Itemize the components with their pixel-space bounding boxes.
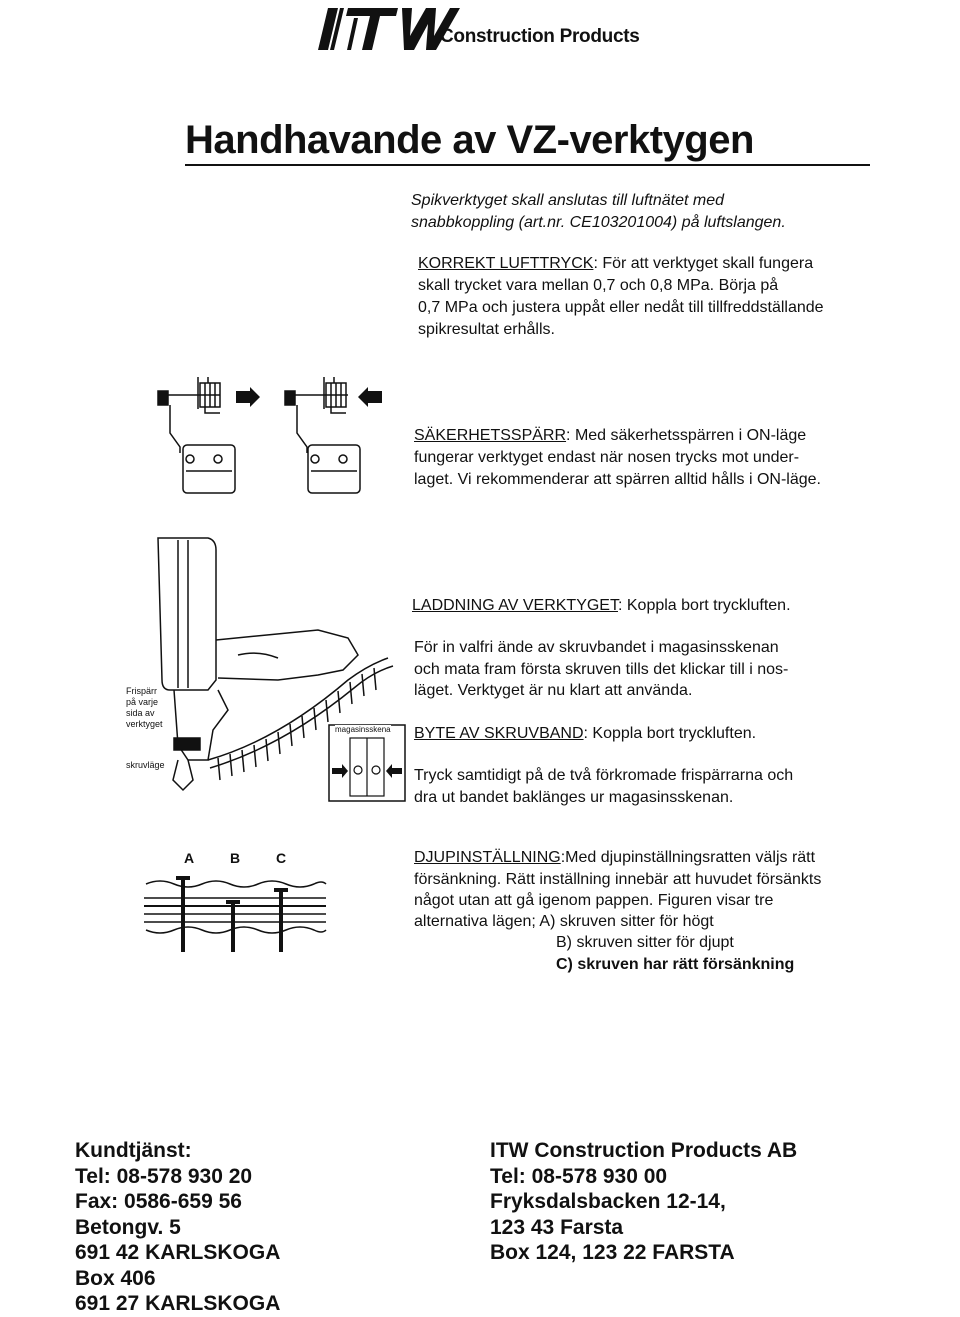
loading-para-line-2: och mata fram första skruven tills det klickar till i nos- (414, 661, 789, 678)
depth-line-1 (414, 847, 815, 869)
brand-text: Construction Products (440, 26, 640, 47)
change-line-1-rest: : Koppla bort tryckluften. (583, 725, 757, 742)
footer-left-line: Kundtjänst: (75, 1139, 192, 1162)
intro-line-2: snabbkoppling (art.nr. CE103201004) på luftslangen. (411, 214, 786, 231)
safety-heading: SÄKERHETSSPÄRR (414, 427, 567, 444)
change-para-line-1: Tryck samtidigt på de två förkromade frispärrarna och (414, 767, 794, 784)
pressure-line-1-rest: : För att verktyget skall fungera (593, 255, 814, 272)
depth-line-4: alternativa lägen; A) skruven sitter för högt (414, 913, 714, 930)
frisparr-label-line-4: verktyget (126, 719, 163, 729)
depth-label-c: C (276, 850, 287, 866)
safety-lock-illustration (150, 375, 390, 505)
magazine-inset-illustration (328, 724, 406, 802)
pressure-line-4: spikresultat erhålls. (418, 321, 555, 338)
safety-line-1-rest: : Med säkerhetsspärren i ON-läge (566, 427, 807, 444)
frisparr-label-line-2: på varje (126, 697, 159, 707)
intro-line-1: Spikverktyget skall anslutas till luftnätet med (411, 192, 725, 209)
frisparr-label-line-1: Frispärr (126, 686, 157, 696)
loading-line-1 (412, 595, 791, 617)
safety-line-3: laget. Vi rekommenderar att spärren alltid hålls i ON-läge. (414, 471, 821, 488)
frisparr-label (126, 686, 163, 730)
pressure-line-3: 0,7 MPa och justera uppåt eller nedåt till tillfreddställande (418, 299, 824, 316)
footer-left-line: 691 27 KARLSKOGA (75, 1292, 281, 1315)
footer-left-line: Box 406 (75, 1266, 156, 1290)
magasinsskena-label: magasinsskena (335, 725, 391, 734)
page-title: Handhavande av VZ-verktygen (185, 118, 754, 162)
loading-para-line-3: läget. Verktyget är nu klart att använda. (414, 682, 693, 699)
frisparr-label-line-3: sida av (126, 708, 155, 718)
pressure-line-1 (418, 253, 813, 275)
depth-label-b: B (230, 850, 241, 866)
depth-line-2: försänkning. Rätt inställning innebär att huvudet försänkts (414, 871, 822, 888)
footer-right-line: Tel: 08-578 930 00 (490, 1164, 668, 1188)
footer-right-line: Box 124, 123 22 FARSTA (490, 1241, 735, 1264)
footer-right-line: Fryksdalsbacken 12-14, (490, 1190, 726, 1213)
footer-left-line: Betongv. 5 (75, 1215, 181, 1239)
footer-left-line: 691 42 KARLSKOGA (75, 1241, 281, 1264)
depth-line-1-rest: :Med djupinställningsratten väljs rätt (560, 849, 816, 866)
footer-left (75, 1138, 280, 1317)
title-rule (185, 164, 870, 166)
depth-line-3: något utan att gå igenom pappen. Figuren visar tre (414, 892, 774, 909)
loading-heading: LADDNING AV VERKTYGET (412, 597, 618, 614)
footer-left-line: Tel: 08-578 930 20 (75, 1164, 253, 1188)
pressure-line-2: skall trycket vara mellan 0,7 och 0,8 MPa. Börja på (418, 277, 779, 294)
screw-depth-illustration (140, 870, 330, 955)
footer-left-line: Fax: 0586-659 56 (75, 1190, 242, 1213)
safety-line-1 (414, 425, 806, 447)
change-para-line-2: dra ut bandet baklänges ur magasinsskenan. (414, 789, 734, 806)
skruvlage-label: skruvläge (126, 760, 165, 770)
change-heading: BYTE AV SKRUVBAND (414, 725, 584, 742)
depth-label-a: A (184, 850, 195, 866)
footer-right-line: 123 43 Farsta (490, 1215, 624, 1239)
change-line-1 (414, 723, 756, 745)
pressure-heading: KORREKT LUFTTRYCK (418, 255, 594, 272)
safety-line-2: fungerar verktyget endast när nosen trycks mot under- (414, 449, 800, 466)
footer-right-line: ITW Construction Products AB (490, 1139, 798, 1162)
depth-heading: DJUPINSTÄLLNING (414, 849, 561, 866)
footer-right (490, 1138, 797, 1266)
loading-para-line-1: För in valfri ände av skruvbandet i magasinsskenan (414, 639, 779, 656)
loading-line-1-rest: : Koppla bort tryckluften. (617, 597, 791, 614)
depth-line-6: C) skruven har rätt försänkning (556, 956, 795, 973)
depth-line-5: B) skruven sitter för djupt (556, 934, 734, 951)
